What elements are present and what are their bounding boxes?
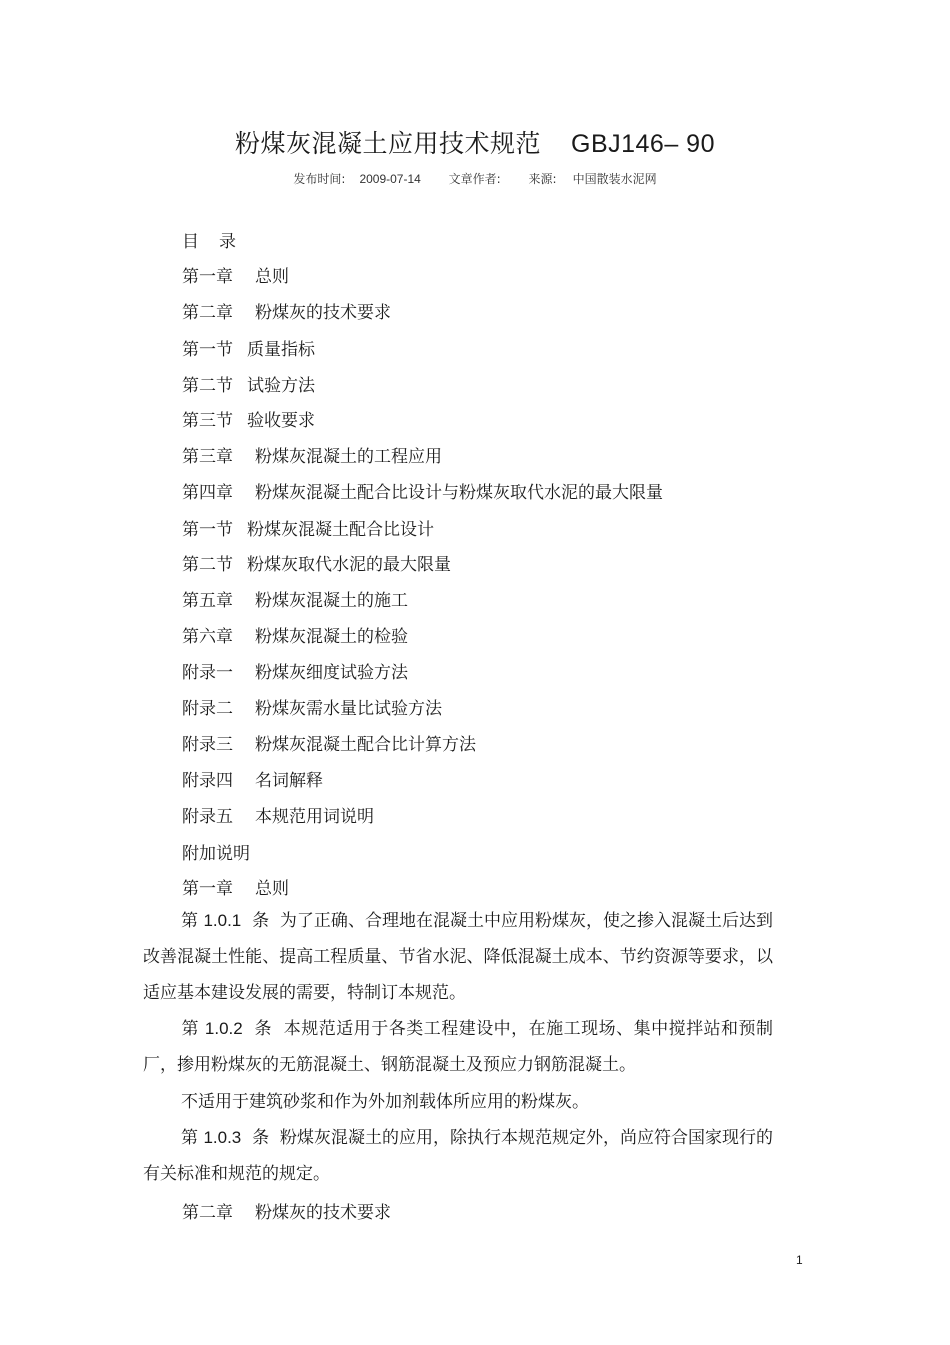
clause-prefix: 第 [181, 1019, 199, 1039]
clause-paragraph [143, 1011, 773, 1083]
toc-label: 第二章 [182, 303, 233, 323]
toc-text: 粉煤灰混凝土的工程应用 [255, 447, 442, 467]
chapter-text: 粉煤灰的技术要求 [255, 1203, 391, 1223]
toc-text: 粉煤灰的技术要求 [255, 303, 391, 323]
toc-text: 总则 [255, 267, 289, 287]
toc-text: 质量指标 [247, 340, 315, 360]
clause-text: 为了正确、合理地在混凝土中应用粉煤灰，使之掺入混凝土后达到改善混凝土性能、提高工程质量、节省水泥、降低混凝土成本、节约资源等要求，以适应基本建设发展的需要，特制订本规范。 [143, 911, 774, 1003]
clause-suffix: 条 [252, 1128, 270, 1148]
toc-item [182, 550, 451, 575]
toc-item [182, 478, 663, 503]
toc-item [182, 730, 476, 755]
clause-number: 1.0.2 [204, 1019, 243, 1038]
toc-item [182, 802, 374, 827]
toc-extra [182, 839, 250, 864]
chapter-heading [182, 874, 289, 899]
toc-item [182, 442, 442, 467]
toc-label: 第六章 [182, 627, 233, 647]
toc-text: 本规范用词说明 [255, 807, 374, 827]
chapter-label: 第一章 [182, 879, 233, 899]
toc-item [182, 262, 289, 287]
toc-item [182, 406, 315, 431]
toc-heading-text: 目录 [182, 232, 256, 252]
toc-label: 附录三 [182, 735, 233, 755]
toc-text: 粉煤灰取代水泥的最大限量 [247, 555, 451, 575]
toc-label: 第三节 [182, 411, 233, 431]
clause-text: 本规范适用于各类工程建设中，在施工现场、集中搅拌站和预制厂，掺用粉煤灰的无筋混凝土、钢筋混凝土及预应力钢筋混凝土。 [143, 1019, 774, 1075]
toc-item [182, 371, 315, 396]
clause-paragraph [143, 1120, 773, 1192]
toc-text: 粉煤灰需水量比试验方法 [255, 699, 442, 719]
toc-label: 第一章 [182, 267, 233, 287]
toc-text: 粉煤灰混凝土配合比计算方法 [255, 735, 476, 755]
toc-label: 附录二 [182, 699, 233, 719]
toc-text: 粉煤灰细度试验方法 [255, 663, 408, 683]
toc-item [182, 766, 323, 791]
chapter-heading [182, 1198, 391, 1223]
author-label: 文章作者: [448, 172, 501, 186]
clause-suffix: 条 [252, 911, 270, 931]
toc-text: 粉煤灰混凝土配合比设计 [247, 520, 434, 540]
toc-label: 第四章 [182, 483, 233, 503]
source-value: 中国散装水泥网 [572, 172, 657, 186]
toc-label: 第五章 [182, 591, 233, 611]
note-paragraph [143, 1084, 773, 1120]
publish-date: 2009-07-14 [359, 172, 421, 186]
toc-item [182, 658, 408, 683]
toc-item [182, 586, 408, 611]
chapter-text: 总则 [255, 879, 289, 899]
toc-label: 第二节 [182, 376, 233, 396]
toc-label: 第二节 [182, 555, 233, 575]
document-meta [0, 170, 950, 187]
note-text: 不适用于建筑砂浆和作为外加剂载体所应用的粉煤灰。 [181, 1092, 589, 1112]
toc-label: 附录五 [182, 807, 233, 827]
source-label: 来源: [528, 172, 557, 186]
toc-item [182, 622, 408, 647]
toc-text: 验收要求 [247, 411, 315, 431]
page-number: 1 [796, 1253, 803, 1267]
toc-label: 第一节 [182, 340, 233, 360]
toc-label: 第三章 [182, 447, 233, 467]
toc-text: 名词解释 [255, 771, 323, 791]
toc-text: 试验方法 [247, 376, 315, 396]
title-text: 粉煤灰混凝土应用技术规范 [234, 129, 541, 158]
clause-number: 1.0.1 [203, 911, 242, 930]
toc-text: 粉煤灰混凝土配合比设计与粉煤灰取代水泥的最大限量 [255, 483, 663, 503]
standard-code: GBJ146– 90 [571, 130, 715, 158]
toc-text: 粉煤灰混凝土的施工 [255, 591, 408, 611]
document-title [0, 124, 950, 160]
toc-text: 粉煤灰混凝土的检验 [255, 627, 408, 647]
chapter-label: 第二章 [182, 1203, 233, 1223]
clause-text: 粉煤灰混凝土的应用，除执行本规范规定外，尚应符合国家现行的有关标准和规范的规定。 [143, 1128, 774, 1184]
clause-number: 1.0.3 [203, 1128, 242, 1147]
clause-suffix: 条 [254, 1019, 272, 1039]
clause-paragraph [143, 903, 773, 1011]
toc-item [182, 694, 442, 719]
clause-prefix: 第 [181, 911, 199, 931]
publish-label: 发布时间: [293, 172, 346, 186]
toc-item [182, 298, 391, 323]
toc-extra-text: 附加说明 [182, 844, 250, 864]
toc-heading [182, 227, 256, 252]
toc-label: 第一节 [182, 520, 233, 540]
toc-label: 附录一 [182, 663, 233, 683]
toc-label: 附录四 [182, 771, 233, 791]
toc-item [182, 335, 315, 360]
toc-item [182, 515, 434, 540]
clause-prefix: 第 [181, 1128, 199, 1148]
